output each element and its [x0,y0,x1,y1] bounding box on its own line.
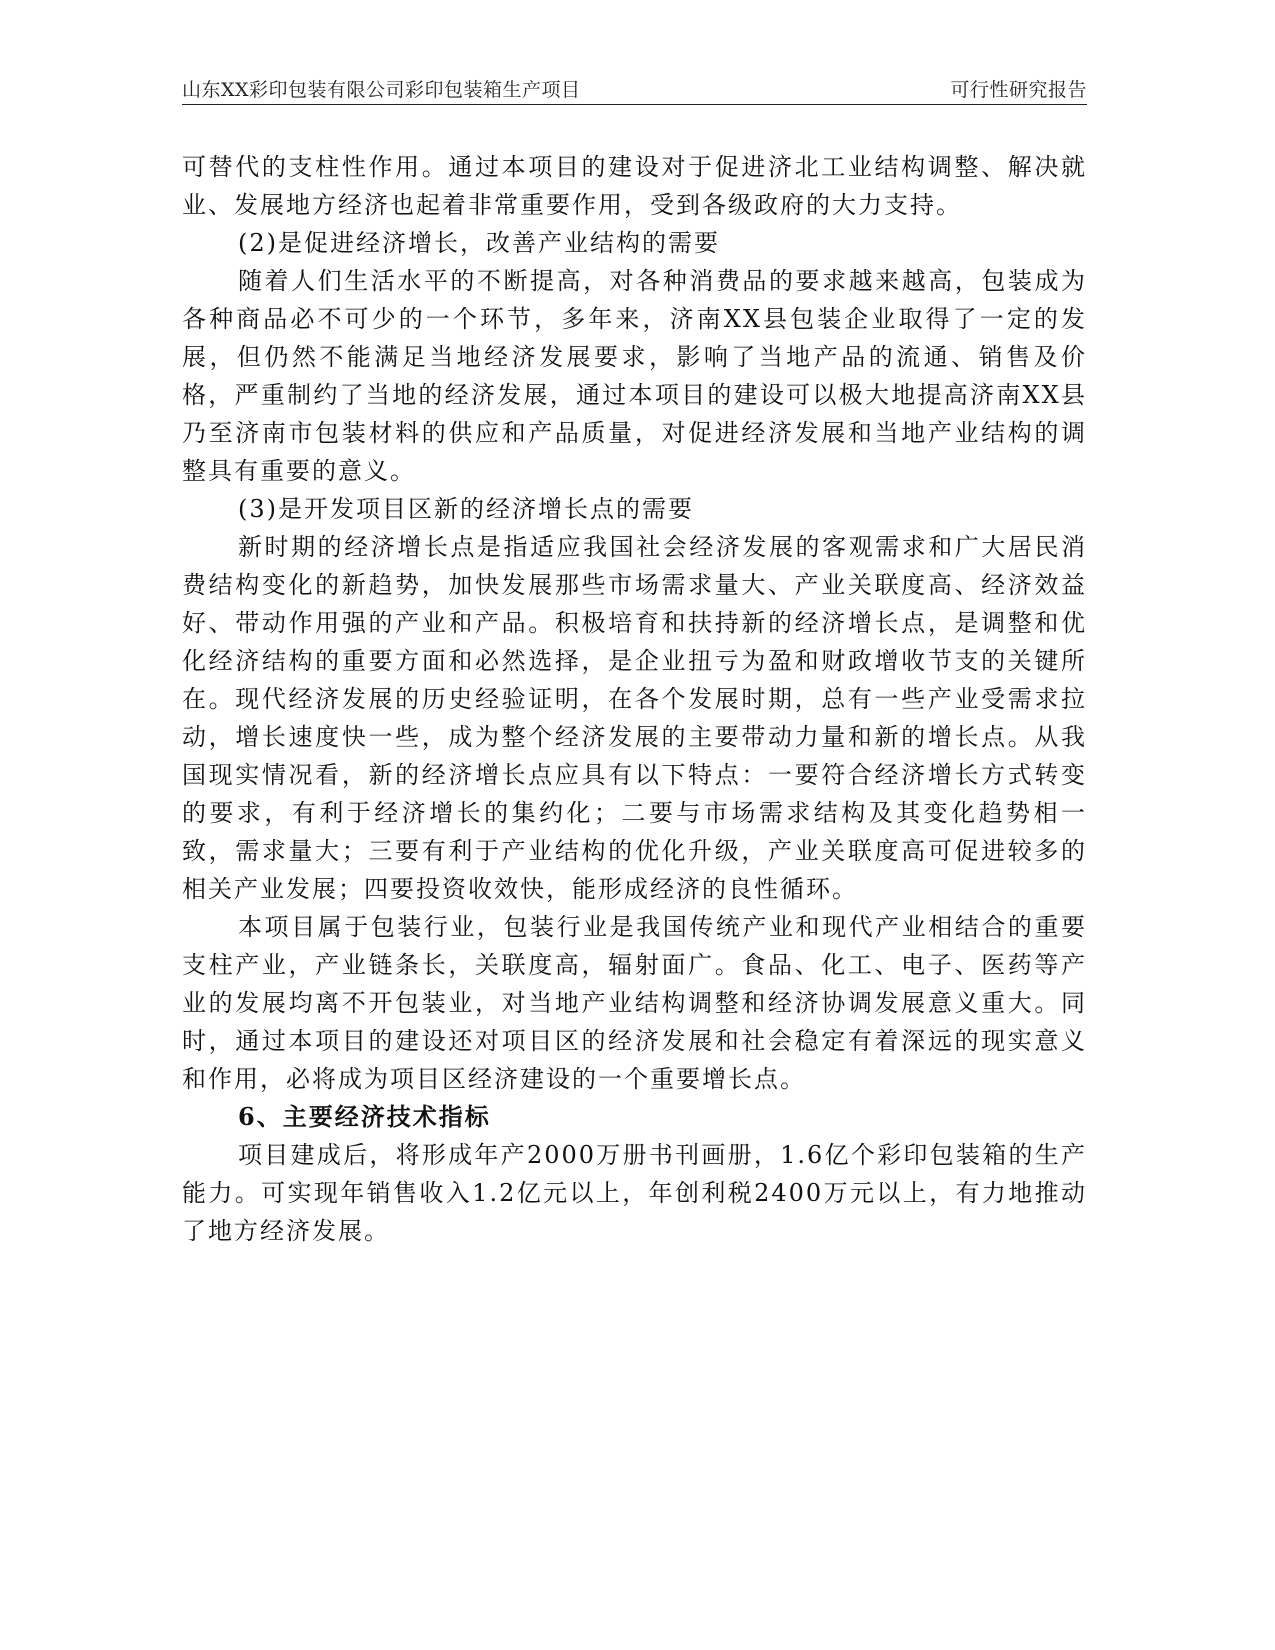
paragraph-continued: 可替代的支柱性作用。通过本项目的建设对于促进济北工业结构调整、解决就业、发展地方经济也起着非常重要作用，受到各级政府的大力支持。 [182,153,1087,219]
section-heading-economic-indicators: 6、主要经济技术指标 [238,1102,491,1131]
header-report-type: 可行性研究报告 [950,79,1087,101]
subheading-new-growth-point: (3)是开发项目区新的经济增长点的需要 [238,495,694,523]
document-body [182,148,1087,1250]
paragraph-economic-indicators: 项目建成后，将形成年产2000万册书刊画册，1.6亿个彩印包装箱的生产能力。可实现年销售收入1.2亿元以上，年创利税2400万元以上，有力地推动了地方经济发展。 [182,1141,1087,1245]
paragraph-economic-growth: 随着人们生活水平的不断提高，对各种消费品的要求越来越高，包装成为各种商品必不可少的一个环节，多年来，济南XX县包装企业取得了一定的发展，但仍然不能满足当地经济发展要求，影响了当地产品的流通、销售及价格，严重制约了当地的经济发展，通过本项目的建设可以极大地提高济南XX县乃至济南市包装材料的供应和产品质量，对促进经济发展和当地产业结构的调整具有重要的意义。 [182,267,1087,485]
page-header [182,70,1087,105]
paragraph-packaging-industry: 本项目属于包装行业，包装行业是我国传统产业和现代产业相结合的重要支柱产业，产业链条长，关联度高，辐射面广。食品、化工、电子、医药等产业的发展均离不开包装业，对当地产业结构调整和经济协调发展意义重大。同时，通过本项目的建设还对项目区的经济发展和社会稳定有着深远的现实意义和作用，必将成为项目区经济建设的一个重要增长点。 [182,913,1087,1093]
subheading-economic-growth: (2)是促进经济增长，改善产业结构的需要 [238,229,720,257]
paragraph-new-growth-point: 新时期的经济增长点是指适应我国社会经济发展的客观需求和广大居民消费结构变化的新趋势，加快发展那些市场需求量大、产业关联度高、经济效益好、带动作用强的产业和产品。积极培育和扶持新的经济增长点，是调整和优化经济结构的重要方面和必然选择，是企业扭亏为盈和财政增收节支的关键所在。现代经济发展的历史经验证明，在各个发展时期，总有一些产业受需求拉动，增长速度快一些，成为整个经济发展的主要带动力量和新的增长点。从我国现实情况看，新的经济增长点应具有以下特点：一要符合经济增长方式转变的要求，有利于经济增长的集约化；二要与市场需求结构及其变化趋势相一致，需求量大；三要有利于产业结构的优化升级，产业关联度高可促进较多的相关产业发展；四要投资收效快，能形成经济的良性循环。 [182,533,1087,903]
header-project-title: 山东XX彩印包装有限公司彩印包装箱生产项目 [182,79,581,101]
